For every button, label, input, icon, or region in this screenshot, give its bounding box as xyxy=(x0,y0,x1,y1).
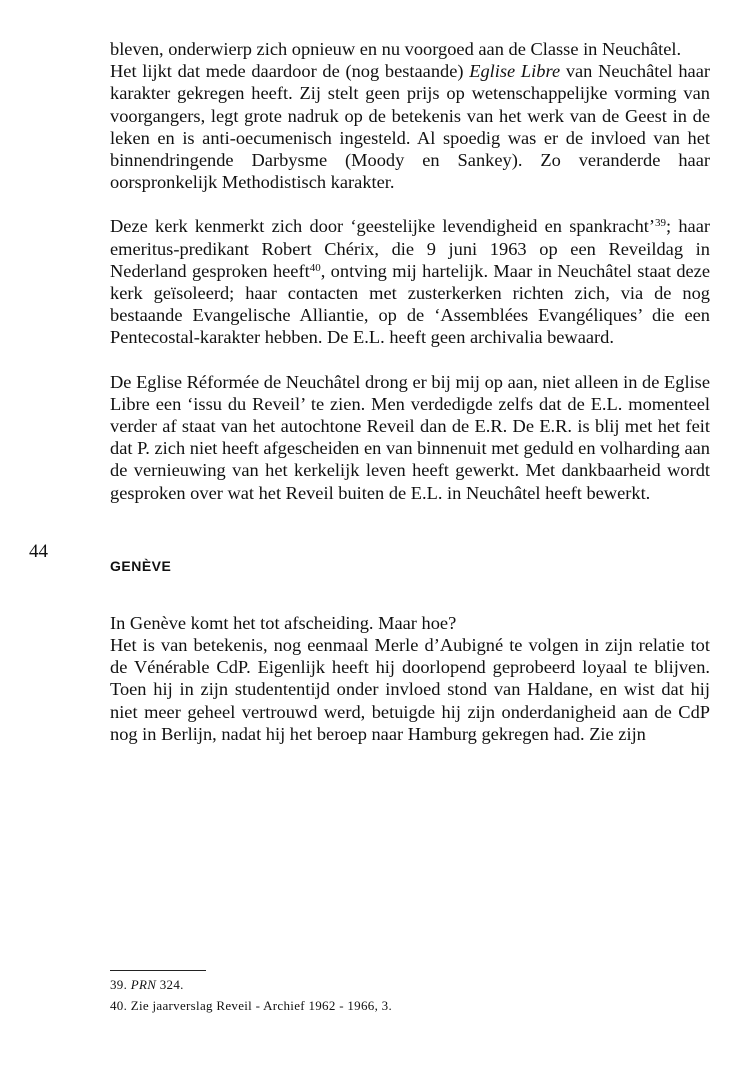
footnote-39-page: 324. xyxy=(156,977,184,992)
paragraph-1-text-before: Het lijkt dat mede daardoor de (nog bestaande) xyxy=(110,61,470,82)
paragraph-1 xyxy=(110,38,710,193)
paragraph-2-part-2: ; haar emeritus-predikant Robert Chérix, die 9 juni 1963 op een Reveildag in Nederland gesproken heeft xyxy=(110,216,710,281)
paragraph-3: De Eglise Réformée de Neuchâtel drong er bij mij op aan, niet alleen in de Eglise Libre een ‘issu du Reveil’ te zien. Men verdedigde zelfs dat de E.L. momenteel verder af staat van het autochtone Reveil dan de E.R. De E.R. is blij met het feit dat P. zich niet heeft afgescheiden en van binnenuit met geduld en volharding aan de vernieuwing van het kerkelijk leven heeft gewerkt. Met dankbaarheid wordt gesproken over wat het Reveil buiten de E.L. in Neuchâtel heeft bewerkt. xyxy=(110,371,710,503)
footnote-39 xyxy=(110,977,184,993)
footnote-40 xyxy=(110,998,392,1014)
paragraph-4 xyxy=(110,612,710,745)
footnote-39-title: PRN xyxy=(130,977,157,992)
footnote-ref-40: 40 xyxy=(309,261,321,274)
paragraph-2-part-3: , ontving mij hartelijk. Maar in Neuchâtel staat deze kerk geïsoleerd; haar contacten met zusterkerken richten zich, via de nog bestaande Evangelische Alliantie, op de ‘Assemblées Evangéliques’ die een Pentecostal-karakter hebben. De E.L. heeft geen archivalia bewaard. xyxy=(110,260,710,348)
paragraph-4-line-1: In Genève komt het tot afscheiding. Maar hoe? xyxy=(110,612,457,633)
footnote-ref-39: 39 xyxy=(655,217,666,230)
paragraph-2-part-1: Deze kerk kenmerkt zich door ‘geestelijke levendigheid en spankracht’ xyxy=(110,216,655,237)
footnote-40-text: Zie jaarverslag Reveil - Archief 1962 - 1966, 3. xyxy=(130,998,393,1013)
eglise-libre-italic: Eglise Libre xyxy=(469,61,561,82)
footnote-39-number: 39. xyxy=(110,977,128,992)
paragraph-1-text-after: van Neuchâtel haar karakter gekregen heeft. Zij stelt geen prijs op wetenschappelijke vorming van voorgangers, legt grote nadruk op de betekenis van het werk van de Geest in de leken en is anti-oecumenisch ingesteld. Al spoedig was er de invloed van het binnendringende Darbysme (Moody en Sankey). Zo veranderde haar oorspronkelijk Methodistisch karakter. xyxy=(110,61,710,193)
paragraph-4-rest: Het is van betekenis, nog eenmaal Merle d’Aubigné te volgen in zijn relatie tot de Vénérable CdP. Eigenlijk heeft hij doorlopend geprobeerd loyaal te blijven. Toen hij in zijn studententijd onder invloed stond van Haldane, en wist dat hij niet meer geheel vertrouwd werd, betuigde hij zijn onderdanigheid aan de CdP nog in Berlijn, nadat hij het beroep naar Hamburg gekregen had. Zie zijn xyxy=(110,635,710,744)
section-heading: GENÈVE xyxy=(110,557,172,574)
footnote-40-number: 40. xyxy=(110,998,128,1013)
paragraph-1-line-1: bleven, onderwierp zich opnieuw en nu voorgoed aan de Classe in Neuchâtel. xyxy=(110,39,682,59)
main-text-column xyxy=(110,38,710,745)
paragraph-2 xyxy=(110,215,710,348)
page-number: 44 xyxy=(29,541,48,562)
footnote-divider xyxy=(110,970,206,971)
